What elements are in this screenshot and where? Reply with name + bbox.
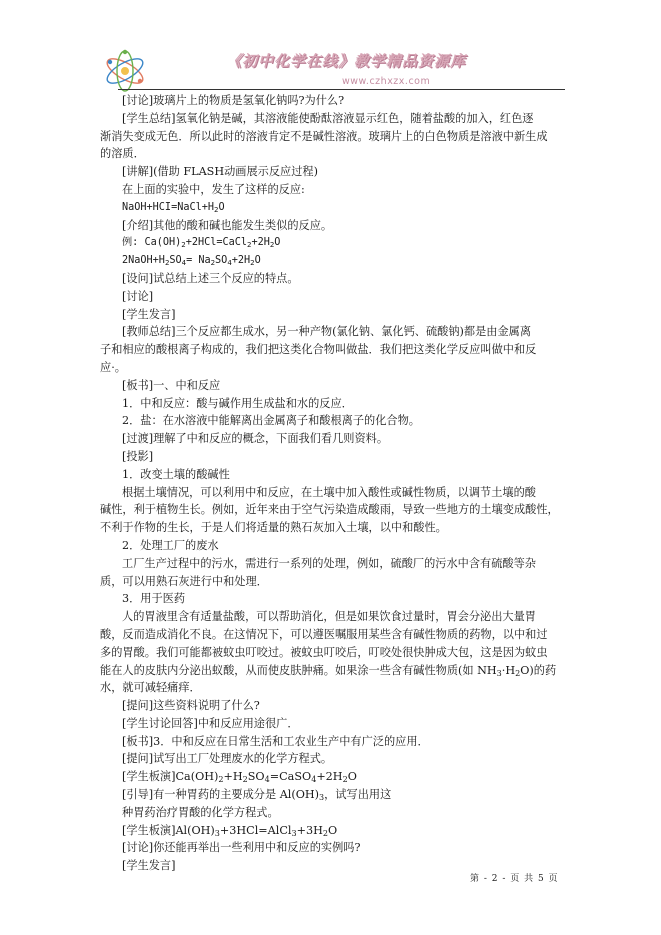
equation-line: [学生板演]$Al(OH)_3+3HCl=AlCl_3+3H_2O$	[122, 823, 338, 838]
text-line: [过渡]理解了中和反应的概念，下面我们看几则资料。	[122, 432, 389, 446]
text-line: [介绍]其他的酸和碱也能发生类似的反应。	[122, 218, 333, 232]
text-line: [学生发言]	[122, 859, 176, 873]
text-line: 应·。	[100, 360, 126, 374]
text-line: [提问]这些资料说明了什么?	[122, 699, 260, 713]
text-line: [讲解](借助 FLASH动画展示反应过程)	[122, 165, 318, 179]
text-line: [学生讨论回答]中和反应用途很广．	[122, 716, 299, 730]
equation-line: 例: $Ca(OH)_2+2HCl=CaCl_2+2H_2O$	[122, 237, 281, 250]
text-line: 的溶质．	[100, 147, 145, 161]
text-line: [教师总结]三个反应都生成水，另一种产物(氯化钠、氯化钙、硫酸钠)都是由金属离	[122, 325, 532, 339]
page-header	[96, 44, 566, 94]
text-line: 根据土壤情况，可以利用中和反应，在土壤中加入酸性或碱性物质，以调节土壤的酸	[122, 485, 536, 499]
text-line: 3．用于医药	[122, 592, 186, 606]
text-line: 种胃药治疗胃酸的化学方程式。	[122, 805, 279, 819]
text-line: [学生总结]氢氧化钠是碱，其溶液能使酚酞溶液显示红色，随着盐酸的加入，红色逐	[122, 111, 534, 125]
text-line: 2．盐：在水溶液中能解离出金属离子和酸根离子的化合物。	[122, 414, 420, 428]
text-line: 水，就可减轻痛痒．	[100, 681, 201, 695]
text-line: 能在人的皮肤内分泌出蚁酸，从而使皮肤肿痛。如果涂一些含有碱性物质(如 $NH_3\cdot H_2O$)的药	[100, 663, 557, 678]
header-divider	[118, 89, 565, 90]
text-line: 1．中和反应：酸与碱作用生成盐和水的反应．	[122, 396, 353, 410]
text-line: 碱性，利于植物生长。例如，近年来由于空气污染造成酸雨，导致一些地方的土壤变成酸性，	[100, 503, 559, 517]
equation-line: $2NaOH+H_2SO_4= Na_2SO_4+2H_2O$	[122, 255, 261, 267]
section-heading: [板书]一、中和反应	[122, 378, 221, 392]
text-line: [提问]试写出工厂处理废水的化学方程式。	[122, 752, 333, 766]
text-line: 不利于作物的生长，于是人们将适量的熟石灰加入土壤，以中和酸性。	[100, 521, 447, 535]
atom-logo-icon	[102, 48, 148, 94]
text-line: [讨论]玻璃片上的物质是氢氧化钠吗?为什么?	[122, 94, 345, 107]
text-line: [学生发言]	[122, 307, 176, 321]
text-line: 酸，反而造成消化不良。在这情况下，可以遵医嘱服用某些含有碱性物质的药物，以中和过	[100, 627, 548, 641]
banner-title: 《初中化学在线》教学精品资源库	[226, 52, 467, 70]
banner-url: www.czhxzx.com	[342, 76, 431, 87]
text-line: [板书]3．中和反应在日常生活和工农业生产中有广泛的应用．	[122, 734, 429, 748]
text-line: [引导]有一种胃药的主要成分是 $Al(OH)_3$，试写出用这	[122, 788, 392, 803]
equation-line: $NaOH+HCI=NaCl+H_2O$	[122, 201, 225, 214]
text-line: 多的胃酸。我们可能都被蚊虫叮咬过。被蚊虫叮咬后，叮咬处很快肿成大包，这是因为蚊虫	[100, 645, 548, 659]
text-line: 2．处理工厂的废水	[122, 538, 219, 552]
text-line: [讨论]你还能再举出一些利用中和反应的实例吗?	[122, 841, 361, 855]
text-line: [设问]试总结上述三个反应的特点。	[122, 271, 299, 285]
text-line: 子和相应的酸根离子构成的，我们把这类化合物叫做盐．我们把这类化学反应叫做中和反	[100, 343, 537, 357]
text-line: 渐消失变成无色．所以此时的溶液肯定不是碱性溶液。玻璃片上的白色物质是溶液中新生成	[100, 129, 548, 143]
text-line: 人的胃液里含有适量盐酸，可以帮助消化，但是如果饮食过量时，胃会分泌出大量胃	[122, 610, 536, 624]
text-line: [讨论]	[122, 289, 154, 303]
text-line: [投影]	[122, 449, 154, 463]
document-body	[100, 92, 566, 875]
page-number: 第 - 2 - 页 共 5 页	[470, 874, 559, 884]
text-line: 在上面的实验中，发生了这样的反应:	[122, 182, 305, 196]
text-line: 质，可以用熟石灰进行中和处理．	[100, 574, 268, 588]
text-line: 工厂生产过程中的污水，需进行一系列的处理，例如，硫酸厂的污水中含有硫酸等杂	[122, 556, 536, 570]
text-line: 1．改变土壤的酸碱性	[122, 467, 230, 481]
equation-line: [学生板演]$Ca(OH)_2+H_2SO_4=CaSO_4+2H_2O$	[122, 770, 357, 785]
